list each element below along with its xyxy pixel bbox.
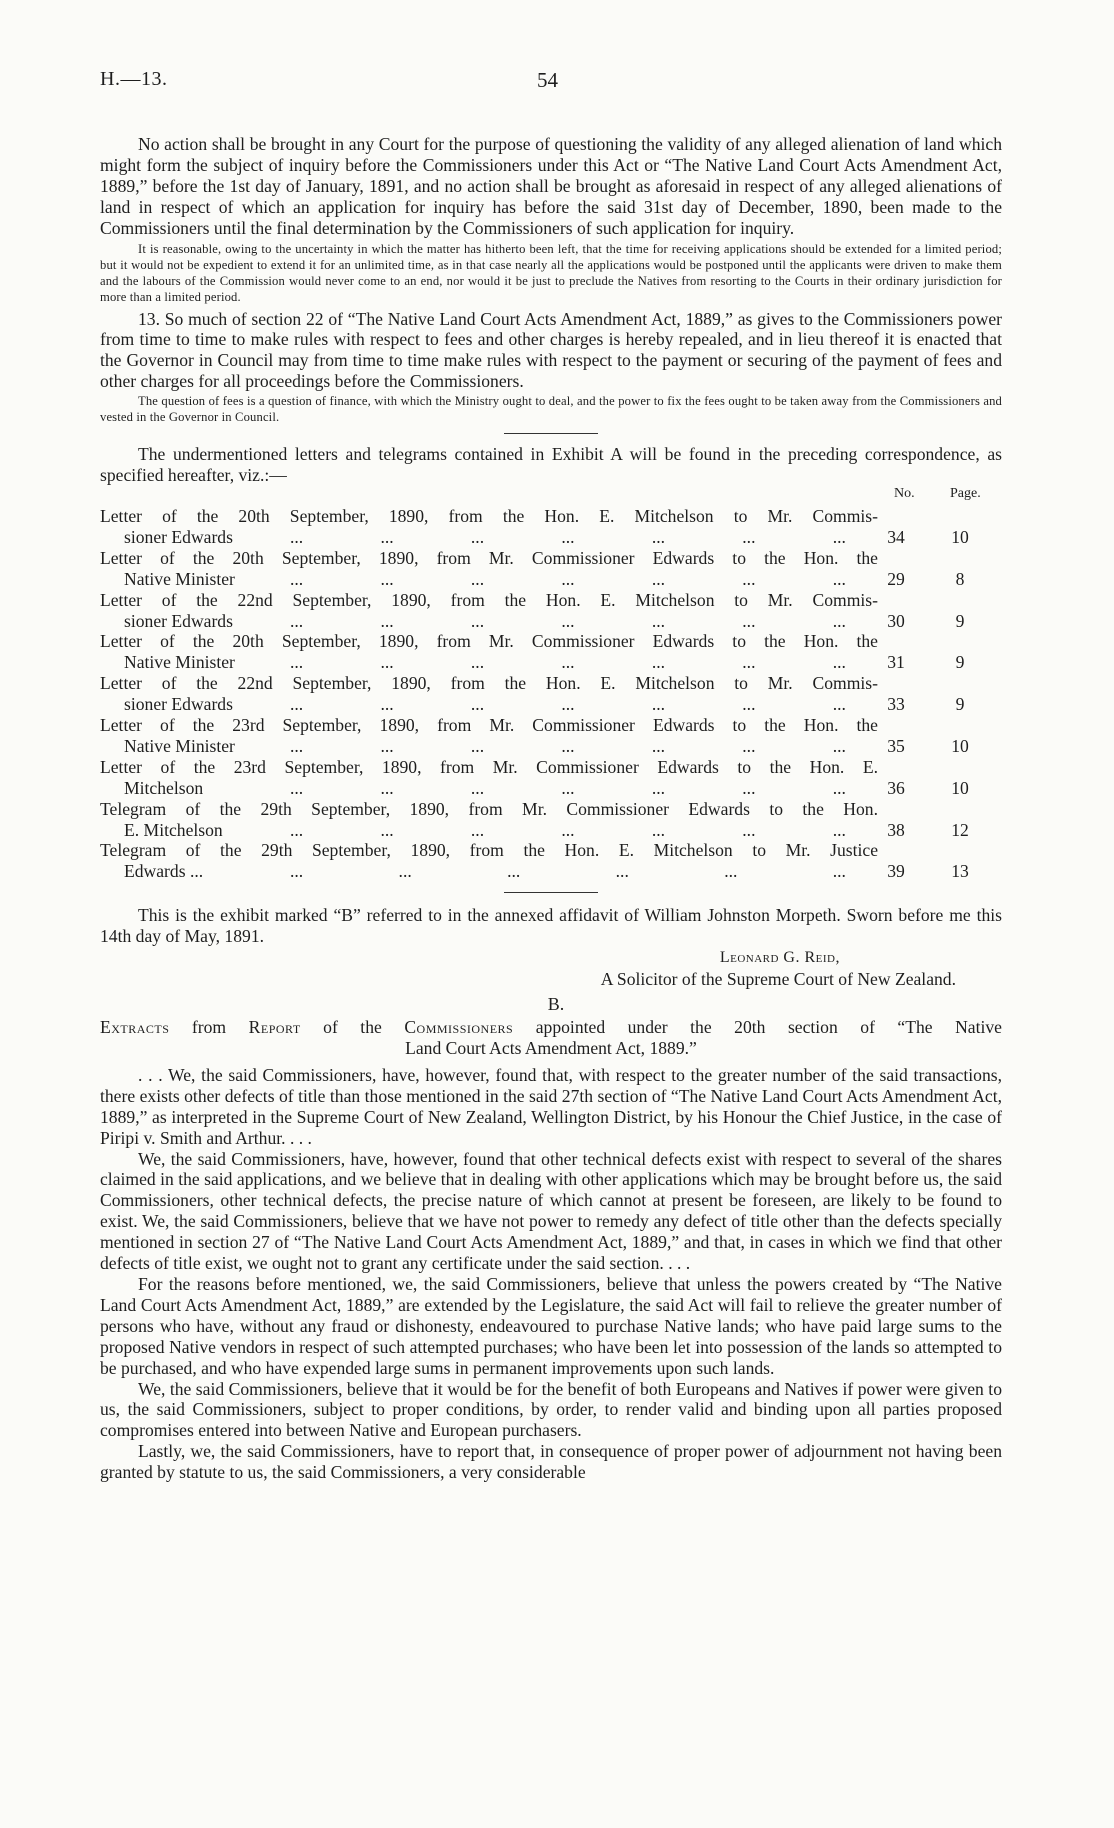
paragraph: No action shall be brought in any Court for the purpose of questioning the validity of any alleged alienation of land which might form the subject of inquiry before the Commissioners under this Act or “The Native Land Court Acts Amendment Act, 1889,” before the 1st day of January, 1891, and no action shall be brought as aforesaid in respect of any alleged alienations of land in respect of which an application for inquiry has before the said 31st day of December, 1890, been made to the Commissioners until the final determination by the Commissioners of such application for inquiry.	[100, 134, 1002, 238]
document-body	[100, 134, 1002, 1483]
explanatory-note: The question of fees is a question of finance, with which the Ministry ought to deal, and the power to fix the fees ought to be taken away from the Commissioners and vested in the Governor in Council.	[100, 394, 1002, 425]
dot-leader: ... ... ... ... ... ...	[290, 861, 846, 882]
entry-description: Letter of the 22nd September, 1890, from the Hon. E. Mitchelson to Mr. Commis-	[100, 589, 878, 610]
document-reference: H.—13.	[100, 68, 168, 90]
divider	[504, 892, 598, 893]
entry-page: 8	[955, 568, 965, 589]
entry-page: 10	[951, 735, 969, 756]
entry-recipient: Edwards ...	[124, 861, 204, 882]
entry-page: 9	[955, 652, 965, 673]
entry-recipient: Native Minister	[124, 568, 235, 589]
signatory-title: A Solicitor of the Supreme Court of New Zealand.	[600, 969, 956, 990]
paragraph: The undermentioned letters and telegrams contained in Exhibit A will be found in the preceding correspondence, as specified hereafter, viz.:—	[100, 444, 1002, 486]
entry-recipient: sioner Edwards	[124, 526, 233, 547]
entry-page: 9	[955, 694, 965, 715]
entry-number: 39	[887, 861, 905, 882]
exhibit-statement: This is the exhibit marked “B” referred to in the annexed affidavit of William Johnston Morpeth. Sworn before me this 14th day of May, 1891.	[100, 905, 1002, 947]
divider	[504, 433, 598, 434]
entry-description: Letter of the 23rd September, 1890, from Mr. Commissioner Edwards to the Hon. the	[100, 715, 878, 736]
entry-page: 13	[951, 861, 969, 882]
column-heading-page: Page.	[950, 485, 981, 501]
entry-recipient: E. Mitchelson	[124, 819, 223, 840]
dot-leader: ... ... ... ... ... ... ...	[290, 777, 846, 798]
paragraph: Lastly, we, the said Commissioners, have to report that, in consequence of proper power of adjournment not having been granted by statute to us, the said Commissioners, a very considerable	[100, 1441, 1002, 1483]
paragraph: We, the said Commissioners, have, however, found that other technical defects exist with respect to several of the shares claimed in the said applications, and we believe that in dealing with other applications which may be brought before us, the said Commissioners, other technical defects, the precise nature of which cannot at present be foreseen, are likely to be found to exist. We, the said Commissioners, believe that we have not power to remedy any defect of title other than the defects specially mentioned in section 27 of “The Native Land Court Acts Amendment Act, 1889,” and that, in cases in which we find that other defects of title exist, we ought not to grant any certificate under the said section. . . .	[100, 1148, 1002, 1274]
dot-leader: ... ... ... ... ... ... ...	[290, 610, 846, 631]
entry-description: Telegram of the 29th September, 1890, from Mr. Commissioner Edwards to the Hon.	[100, 798, 878, 819]
entry-number: 31	[887, 652, 905, 673]
entry-number: 36	[887, 777, 905, 798]
entry-description: Telegram of the 29th September, 1890, from the Hon. E. Mitchelson to Mr. Justice	[100, 840, 878, 861]
list-item	[100, 548, 1002, 590]
list-item	[100, 840, 1002, 882]
dot-leader: ... ... ... ... ... ... ...	[290, 694, 846, 715]
dot-leader: ... ... ... ... ... ... ...	[290, 526, 846, 547]
entry-page: 12	[951, 819, 969, 840]
dot-leader: ... ... ... ... ... ... ...	[290, 735, 846, 756]
dot-leader: ... ... ... ... ... ... ...	[290, 819, 846, 840]
list-item	[100, 631, 1002, 673]
entry-page: 10	[951, 777, 969, 798]
entry-description: Letter of the 20th September, 1890, from the Hon. E. Mitchelson to Mr. Commis-	[100, 505, 878, 526]
paragraph: 13. So much of section 22 of “The Native Land Court Acts Amendment Act, 1889,” as gives to the Commissioners power from time to time to make rules with respect to fees and other charges is hereby repealed, and in lieu thereof it is enacted that the Governor in Council may from time to time make rules with respect to the payment or securing of the payment of fees and other charges for all proceedings before the Commissioners.	[100, 308, 1002, 392]
page-header	[100, 68, 1018, 98]
paragraph: We, the said Commissioners, believe that it would be for the benefit of both Europeans and Natives if power were given to us, the said Commissioners, subject to proper conditions, by order, to render valid and binding upon all parties proposed compromises entered into between Native and European purchasers.	[100, 1378, 1002, 1441]
column-headings	[100, 486, 1002, 506]
entry-description: Letter of the 20th September, 1890, from Mr. Commissioner Edwards to the Hon. the	[100, 547, 878, 568]
entry-number: 38	[887, 819, 905, 840]
section-letter: B.	[547, 994, 565, 1015]
entry-recipient: sioner Edwards	[124, 610, 233, 631]
column-heading-no: No.	[894, 485, 915, 501]
entry-number: 35	[887, 735, 905, 756]
dot-leader: ... ... ... ... ... ... ...	[290, 568, 846, 589]
entry-description: Letter of the 20th September, 1890, from Mr. Commissioner Edwards to the Hon. the	[100, 631, 878, 652]
list-item	[100, 799, 1002, 841]
list-item	[100, 715, 1002, 757]
paragraph: For the reasons before mentioned, we, the said Commissioners, believe that unless the powers created by “The Native Land Court Acts Amendment Act, 1889,” are extended by the Legislature, the said Act will fail to relieve the greater number of persons who have, without any fraud or dishonesty, endeavoured to purchase Native lands; who have paid large sums to the proposed Native vendors in respect of such attempted purchases; who have been let into possession of the lands so attempted to be purchased, and who have expended large sums in permanent improvements upon such lands.	[100, 1273, 1002, 1378]
entry-page: 10	[951, 526, 969, 547]
entry-number: 34	[887, 526, 905, 547]
paragraph: . . . We, the said Commissioners, have, however, found that, with respect to the greater number of the said transactions, there exists other defects of title than those mentioned in the said 27th section of “The Native Land Court Acts Amendment Act, 1889,” as interpreted in the Supreme Court of New Zealand, Wellington District, by his Honour the Chief Justice, in the case of Piripi v. Smith and Arthur. . . .	[100, 1064, 1002, 1148]
entry-description: Letter of the 22nd September, 1890, from the Hon. E. Mitchelson to Mr. Commis-	[100, 673, 878, 694]
entry-recipient: Native Minister	[124, 735, 235, 756]
signatory-name: Leonard G. Reid,	[719, 949, 840, 967]
list-item	[100, 673, 1002, 715]
explanatory-note: It is reasonable, owing to the uncertainty in which the matter has hitherto been left, that the time for receiving applications should be extended for a limited period; but it would not be expedient to extend it for an unlimited time, as in that case nearly all the applications would be postponed until the applicants were driven to make them and the labours of the Commission would never come to an end, nor would it be just to preclude the Natives from resorting to the Courts in their ordinary jurisdiction for more than a limited period.	[100, 241, 1002, 304]
list-item	[100, 506, 1002, 548]
report-extracts	[100, 1065, 1002, 1483]
entry-recipient: sioner Edwards	[124, 694, 233, 715]
entry-description: Letter of the 23rd September, 1890, from Mr. Commissioner Edwards to the Hon. E.	[100, 756, 878, 777]
entry-recipient: Mitchelson	[124, 777, 204, 798]
list-item	[100, 590, 1002, 632]
entry-number: 30	[887, 610, 905, 631]
entry-number: 29	[887, 568, 905, 589]
entry-recipient: Native Minister	[124, 652, 235, 673]
list-item	[100, 757, 1002, 799]
dot-leader: ... ... ... ... ... ... ...	[290, 652, 846, 673]
extracts-heading: Extracts from Report of the Commissioners appointed under the 20th section of “The Native Land Court Acts Amendment Act, 1889.”	[100, 1017, 1002, 1058]
entry-number: 33	[887, 694, 905, 715]
page-number: 54	[537, 68, 558, 92]
entry-page: 9	[955, 610, 965, 631]
correspondence-list	[100, 506, 1002, 882]
